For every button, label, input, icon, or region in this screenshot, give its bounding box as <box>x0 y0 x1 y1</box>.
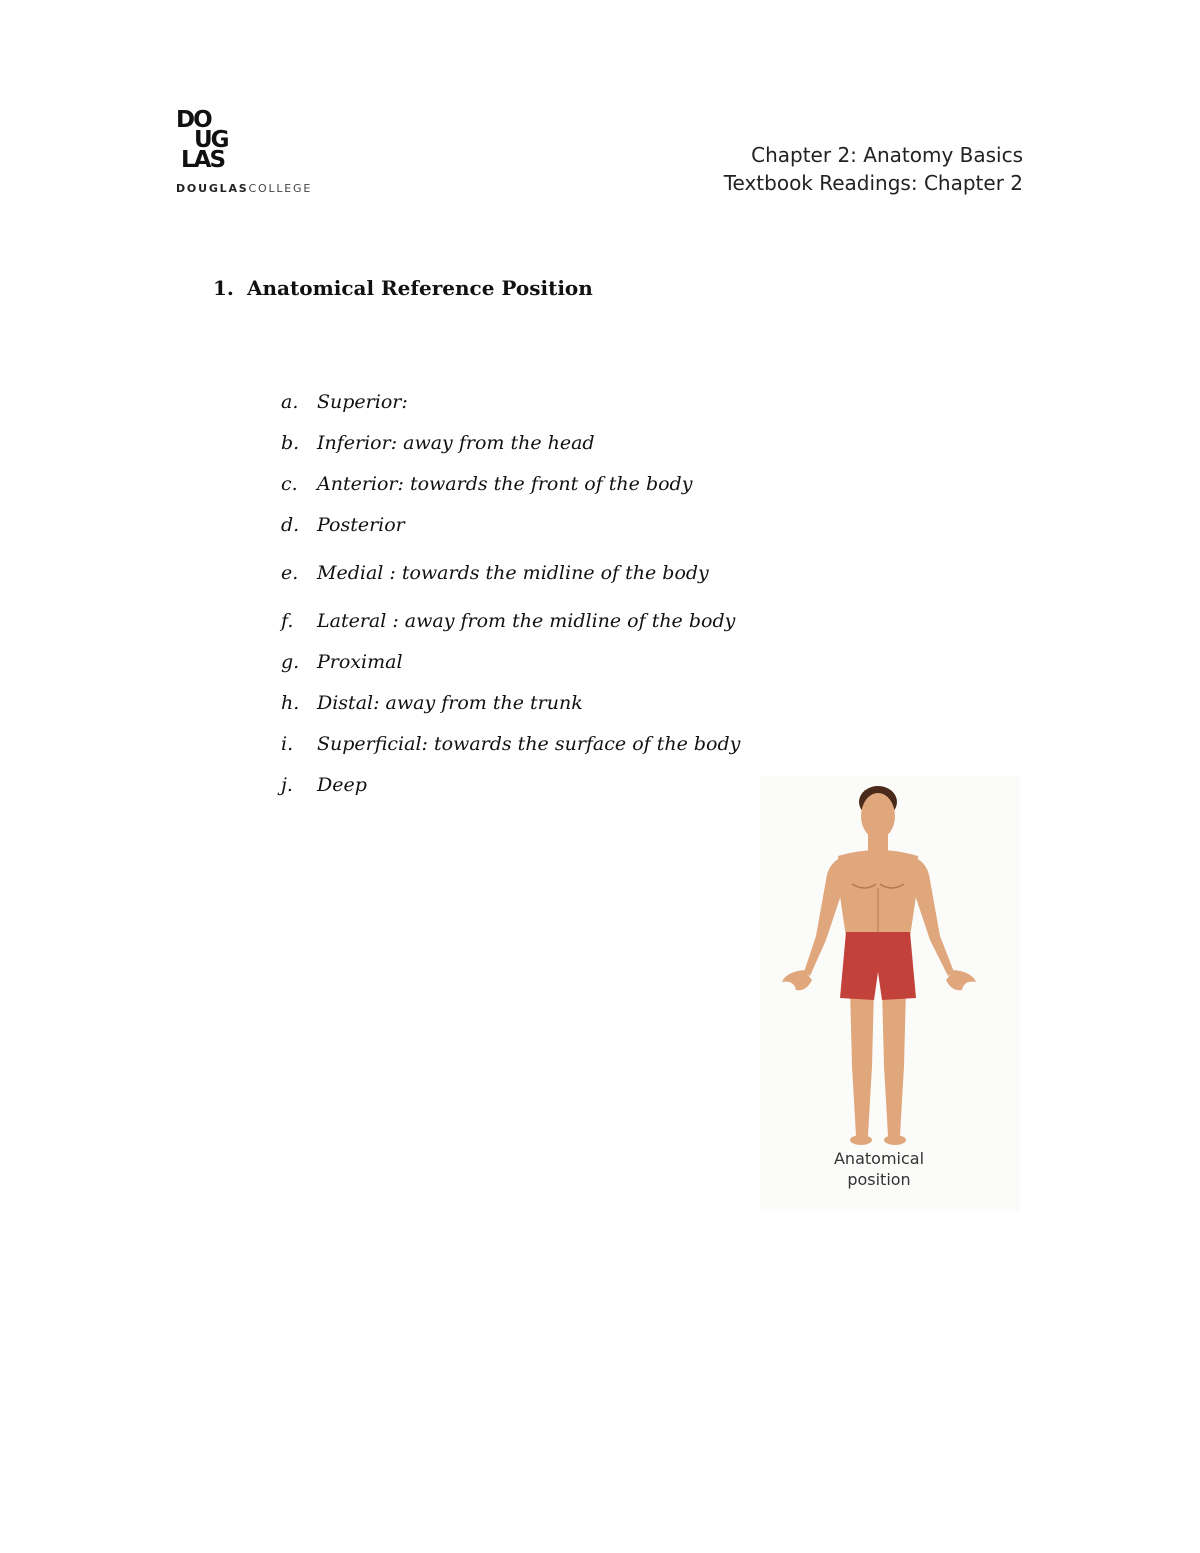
list-text: Superficial: towards the surface of the body <box>317 733 741 755</box>
list-item <box>281 429 740 470</box>
list-item <box>281 559 740 607</box>
logo-mark <box>176 107 228 173</box>
list-item <box>281 470 740 511</box>
figure-head <box>861 793 895 839</box>
list-item <box>281 388 740 429</box>
list-item <box>281 689 740 730</box>
figure-caption <box>760 1148 998 1190</box>
readings-line <box>724 169 1023 197</box>
document-header <box>724 141 1023 197</box>
list-letter: i. <box>281 733 294 755</box>
list-letter: f. <box>281 610 294 632</box>
list-text: Proximal <box>317 651 403 673</box>
figure-left-leg <box>850 988 874 1136</box>
list-item <box>281 771 740 812</box>
figure-left-foot <box>850 1135 872 1145</box>
logo-mark-line: UG <box>194 127 228 153</box>
chapter-title: Chapter 2: Anatomy Basics <box>751 143 1023 167</box>
list-text: Distal: away from the trunk <box>317 692 583 714</box>
list-item <box>281 730 740 771</box>
section-title: Anatomical Reference Position <box>247 276 593 300</box>
list-letter: b. <box>281 432 300 454</box>
anatomical-position-figure <box>760 776 1020 1211</box>
figure-right-arm <box>912 858 954 976</box>
list-letter: e. <box>281 562 299 584</box>
readings-value: Chapter 2 <box>923 171 1023 195</box>
list-text: Posterior <box>317 514 405 536</box>
list-letter: a. <box>281 391 299 413</box>
section-number: 1. <box>213 276 234 300</box>
list-letter: c. <box>281 473 298 495</box>
term-list <box>281 388 740 812</box>
logo-wordmark-bold: DOUGLAS <box>176 182 249 195</box>
figure-shorts <box>840 932 916 1000</box>
section-heading <box>213 276 593 300</box>
list-text: Deep <box>317 774 367 796</box>
list-text: Lateral : away from the midline of the body <box>317 610 736 632</box>
list-letter: d. <box>281 514 300 536</box>
logo-mark-line: LAS <box>181 147 225 173</box>
list-text: Inferior: away from the head <box>317 432 595 454</box>
figure-right-foot <box>884 1135 906 1145</box>
logo-wordmark <box>176 182 312 195</box>
readings-label: Textbook Readings: <box>723 171 918 195</box>
figure-neck <box>868 834 888 852</box>
logo-wordmark-light: COLLEGE <box>248 182 313 195</box>
list-letter: g. <box>281 651 300 673</box>
human-figure-illustration <box>760 776 1020 1211</box>
list-item <box>281 607 740 648</box>
list-text: Medial : towards the midline of the body <box>317 562 709 584</box>
list-letter: j. <box>281 774 293 796</box>
figure-left-arm <box>804 858 844 976</box>
college-logo <box>176 107 336 196</box>
figure-right-leg <box>882 988 906 1136</box>
list-item <box>281 511 740 559</box>
list-item <box>281 648 740 689</box>
list-letter: h. <box>281 692 300 714</box>
figure-caption-line: position <box>847 1170 911 1189</box>
list-text: Superior: <box>317 391 408 413</box>
figure-caption-line: Anatomical <box>833 1149 925 1168</box>
list-text: Anterior: towards the front of the body <box>317 473 693 495</box>
logo-mark-line: DO <box>176 107 211 133</box>
